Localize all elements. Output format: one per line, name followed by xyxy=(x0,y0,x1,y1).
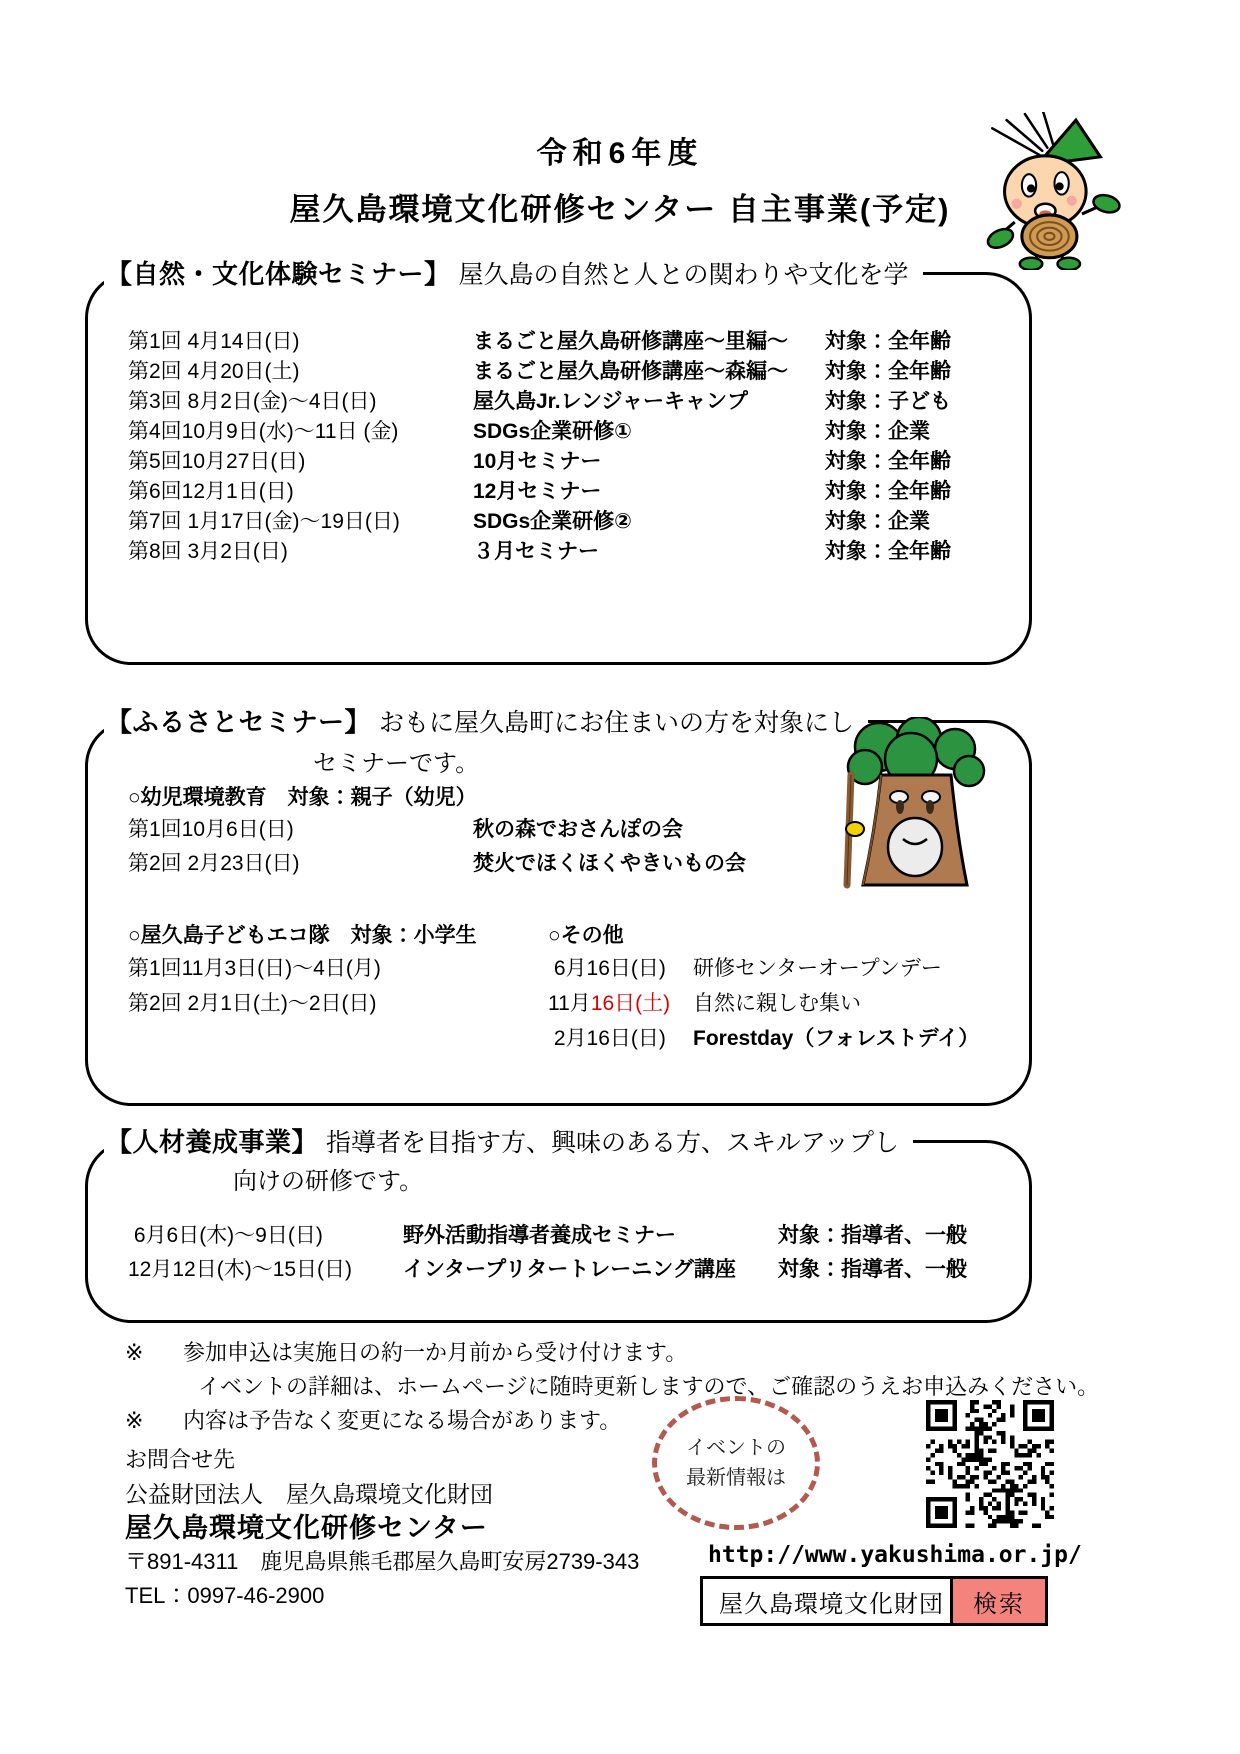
note-line xyxy=(85,1370,1195,1404)
event-name: 野外活動指導者養成セミナー xyxy=(403,1224,676,1247)
nature-schedule-list xyxy=(88,275,1029,567)
event-name: まるごと屋久島研修講座～里編～ xyxy=(473,330,788,353)
search-query-text: 屋久島環境文化財団 xyxy=(719,1590,944,1618)
event-date: 第4回10月9日(水)～11日 (金) xyxy=(128,420,399,443)
tree-elder-character-icon xyxy=(821,717,991,889)
schedule-row xyxy=(128,1219,1029,1253)
contact-organization: 公益財団法人 屋久島環境文化財団 xyxy=(125,1481,493,1507)
event-name: SDGs企業研修② xyxy=(473,510,632,533)
event-date: 第1回10月6日(日) xyxy=(128,818,294,841)
event-date xyxy=(128,1021,548,1056)
event-date: 2月16日(日) xyxy=(548,1027,666,1050)
event-name: 12月セミナー xyxy=(473,480,602,503)
contact-block xyxy=(125,1443,639,1613)
note-mark: ※ xyxy=(125,1340,144,1365)
contact-address: 〒891-4311 鹿児島県熊毛郡屋久島町安房2739-343 xyxy=(125,1549,640,1574)
contact-heading: お問合せ先 xyxy=(125,1447,236,1472)
event-date: 第2回 2月23日(日) xyxy=(128,852,300,875)
schedule-row xyxy=(128,327,1029,357)
event-name: まるごと屋久島研修講座～森編～ xyxy=(473,360,788,383)
event-date: 第6回12月1日(日) xyxy=(128,480,294,503)
event-name: 焚火でほくほくやきいもの会 xyxy=(473,852,746,875)
event-date: 第5回10月27日(日) xyxy=(128,450,306,473)
schedule-row xyxy=(128,477,1029,507)
contact-tel: TEL：0997-46-2900 xyxy=(125,1583,325,1608)
event-date-highlighted: 16日(土) xyxy=(590,992,671,1015)
event-name: 研修センターオープンデー xyxy=(693,957,942,980)
section-jinzai-description: 指導者を目指す方、興味のある方、スキルアップし xyxy=(326,1129,900,1157)
schedule-row xyxy=(128,537,1029,567)
event-target: 対象：指導者、一般 xyxy=(778,1258,967,1281)
section-nature-title: 【自然・文化体験セミナー】 xyxy=(106,259,451,289)
event-name: 秋の森でおさんぽの会 xyxy=(473,818,683,841)
event-date: 6月6日(木)～9日(日) xyxy=(128,1224,323,1247)
event-target: 対象：企業 xyxy=(825,420,930,443)
section-jinzai-training xyxy=(85,1127,1032,1323)
contact-center-name: 屋久島環境文化研修センター xyxy=(125,1513,488,1543)
search-bar-graphic xyxy=(700,1576,1048,1626)
event-date: 6月16日(日) xyxy=(548,957,666,980)
schedule-row xyxy=(128,507,1029,537)
event-date: 第2回 4月20日(土) xyxy=(128,360,300,383)
event-date: 第1回11月3日(日)～4日(月) xyxy=(128,957,381,980)
note-text: 参加申込は実施日の約一か月前から受け付けます。 xyxy=(183,1340,688,1365)
section-nature-description: 屋久島の自然と人との関わりや文化を学 xyxy=(458,261,909,289)
event-date: 第2回 2月1日(土)～2日(日) xyxy=(128,992,377,1015)
event-date: 第8回 3月2日(日) xyxy=(128,540,288,563)
schedule-row xyxy=(128,387,1029,417)
stamp-text-line1: イベントの xyxy=(686,1437,786,1459)
event-info-stamp xyxy=(652,1396,820,1530)
event-date: 第7回 1月17日(金)～19日(日) xyxy=(128,510,400,533)
section-furusato-description-cont: セミナーです。 xyxy=(313,750,480,777)
schedule-row xyxy=(88,951,1029,986)
note-text: イベントの詳細は、ホームページに随時更新しますので、ご確認のうえお申込みください。 xyxy=(198,1374,1100,1399)
schedule-row xyxy=(128,1253,1029,1287)
schedule-row xyxy=(128,417,1029,447)
event-name: 自然に親しむ集い xyxy=(693,992,861,1015)
section-jinzai-description-cont: 向けの研修です。 xyxy=(233,1168,424,1195)
section-furusato-heading xyxy=(104,703,868,742)
jinzai-schedule-list xyxy=(88,1219,1029,1287)
stamp-text-line2: 最新情報は xyxy=(686,1467,786,1489)
title-year: 令和6年度 xyxy=(536,137,704,170)
search-button-graphic: 検索 xyxy=(950,1579,1045,1623)
event-target: 対象：企業 xyxy=(825,510,930,533)
schedule-row xyxy=(88,1021,1029,1056)
website-url: http://www.yakushima.or.jp/ xyxy=(708,1542,1082,1568)
event-name: 10月セミナー xyxy=(473,450,602,473)
event-date: 11月16日(土) xyxy=(548,992,671,1015)
event-target: 対象：子ども xyxy=(825,390,951,413)
note-line xyxy=(85,1336,1195,1370)
event-name: Forestday（フォレストデイ） xyxy=(693,1027,980,1050)
event-target: 対象：全年齢 xyxy=(825,540,951,563)
note-mark: ※ xyxy=(125,1408,144,1433)
youji-subsection-label: ○幼児環境教育 対象：親子（幼児） xyxy=(128,786,477,809)
sonota-subsection-label: ○その他 xyxy=(548,924,624,947)
schedule-row xyxy=(128,357,1029,387)
section-jinzai-title: 【人材養成事業】 xyxy=(106,1127,319,1157)
title-main: 屋久島環境文化研修センター 自主事業(予定) xyxy=(289,192,951,227)
event-target: 対象：指導者、一般 xyxy=(778,1224,967,1247)
mascot-character-icon xyxy=(985,112,1125,270)
event-target: 対象：全年齢 xyxy=(825,450,951,473)
event-name: インタープリタートレーニング講座 xyxy=(403,1258,736,1281)
event-date: 第1回 4月14日(日) xyxy=(128,330,300,353)
event-target: 対象：全年齢 xyxy=(825,480,951,503)
note-text: 内容は予告なく変更になる場合があります。 xyxy=(183,1408,622,1433)
event-target: 対象：全年齢 xyxy=(825,330,951,353)
event-name: SDGs企業研修① xyxy=(473,420,632,443)
ecotai-subsection-label: ○屋久島子どもエコ隊 対象：小学生 xyxy=(128,924,477,947)
section-furusato-title: 【ふるさとセミナー】 xyxy=(106,707,372,737)
event-date: 第3回 8月2日(金)～4日(日) xyxy=(128,390,377,413)
section-furusato-seminar xyxy=(85,707,1032,1106)
schedule-row xyxy=(128,447,1029,477)
schedule-row xyxy=(88,986,1029,1021)
section-nature-culture-seminar xyxy=(85,259,1032,665)
qr-code xyxy=(926,1400,1054,1528)
section-jinzai-heading xyxy=(104,1123,913,1162)
section-furusato-description: おもに屋久島町にお住まいの方を対象にし xyxy=(379,709,855,737)
event-target: 対象：全年齢 xyxy=(825,360,951,383)
event-name: ３月セミナー xyxy=(473,540,599,563)
subsection-labels-row xyxy=(88,917,1029,951)
event-name: 屋久島Jr.レンジャーキャンプ xyxy=(473,390,749,413)
section-nature-heading xyxy=(104,255,923,294)
event-date: 12月12日(木)～15日(日) xyxy=(128,1258,353,1281)
